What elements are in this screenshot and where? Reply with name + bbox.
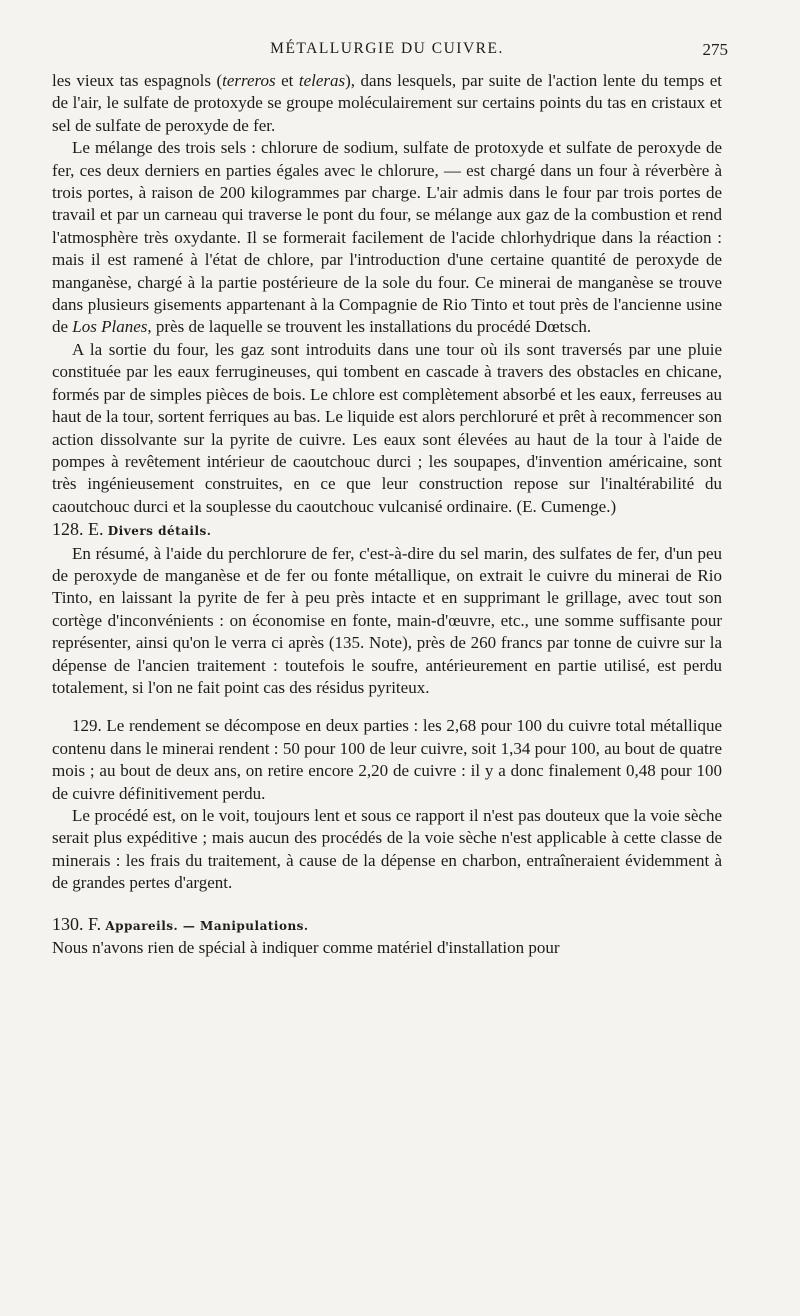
section-number: 128. E. [52, 519, 104, 540]
section-title: Divers détails. [107, 524, 212, 539]
text-run: ), dans lesquels, par suite de l'action lente du temps et de l'air, le sulfate de protoxyde se groupe moléculairement sur certains points du tas en cristaux et sel de sulfate de peroxyde de fer. [52, 71, 723, 135]
running-title: MÉTALLURGIE DU CUIVRE. [270, 40, 504, 57]
text-run: , près de laquelle se trouvent les installations du procédé Dœtsch. [147, 317, 592, 337]
text-run: et [275, 71, 299, 90]
section-heading-128 [52, 518, 722, 542]
text-run: les vieux tas espagnols ( [52, 71, 223, 90]
spacer [52, 699, 722, 715]
section-number: 130. F. [52, 913, 102, 934]
paragraph-final: Nous n'avons rien de spécial à indiquer comme matériel d'installation pour [52, 938, 560, 958]
body-text [52, 70, 722, 959]
paragraph-process: Le procédé est, on le voit, toujours lent et sous ce rapport il n'est pas douteux que la voie sèche serait plus expéditive ; mais aucun des procédés de la voie sèche n'est applicable à cette classe de minerais : les frais du traitement, à cause de la dépense en charbon, entraîneraient évidemment à de grandes pertes d'argent. [52, 806, 722, 893]
running-header [52, 40, 728, 66]
paragraph-129: 129. Le rendement se décompose en deux parties : les 2,68 pour 100 du cuivre total métallique contenu dans le minerai rendent : 50 pour 100 de leur cuivre, soit 1,34 pour 100, au bout de quatre mois ; au bout de deux ans, on retire encore 2,20 de cuivre : il y a donc finalement 0,48 pour 100 de cuivre définitivement perdu. [52, 716, 722, 803]
section-title: Appareils. — Manipulations. [105, 918, 309, 933]
italic-term: teleras [298, 71, 346, 90]
paragraph-summary: En résumé, à l'aide du perchlorure de fer, c'est-à-dire du sel marin, des sulfates de fer, d'un peu de peroxyde de manganèse et de fer ou fonte métallique, on extrait le cuivre du minerai de Rio Tinto, en laissant la pyrite de fer à peu près intacte et en supprimant le grillage, avec tout son cortège d'inconvénients : on économise en fonte, main-d'œuvre, etc., une somme suffisante pour représenter, ainsi qu'on le verra ci après (135. Note), près de 260 francs par tonne de cuivre sur la dépense de l'ancien traitement : toutefois le soufre, antérieurement en partie utilisé, est perdu totalement, si l'on ne fait point cas des résidus pyriteux. [52, 543, 722, 697]
text-run: Le mélange des trois sels : chlorure de sodium, sulfate de protoxyde et sulfate de peroxyde de fer, ces deux derniers en parties égales avec le chlorure, — est chargé dans un four à réverbère à trois portes, à raison de 200 kilogrammes par charge. L'air admis dans le four par trois portes de travail et par un carneau qui traverse le pont du four, se mélange aux gaz de la combustion et rend l'atmosphère très oxydante. Il se formerait facilement de l'acide chlorhydrique dans la réaction : mais il est ramené à l'état de chlore, par l'introduction d'une certaine quantité de peroxyde de manganèse, chargé à la partie postérieure de la sole du four. Ce minerai de manganèse se trouve dans plusieurs gisements appartenant à la Compagnie de Rio Tinto et tout près de l'ancienne usine de [52, 138, 722, 337]
section-heading-130 [52, 913, 722, 937]
italic-term: terreros [222, 71, 276, 90]
paragraph-tower: A la sortie du four, les gaz sont introduits dans une tour où ils sont traversés par une pluie constituée par les eaux ferrugineuses, qui tombent en cascade à travers des obstacles en chicane, formés par de simples pièces de bois. Le chlore est complètement absorbé et les eaux, ferreuses au haut de la tour, sortent ferriques au bas. Le liquide est alors perchloruré et prêt à recommencer son action dissolvante sur la pyrite de cuivre. Les eaux sont élevées au haut de la tour à l'aide de pompes à revêtement intérieur de caoutchouc durci ; les soupapes, d'invention américaine, sont très ingénieusement construites, en ce que leur construction repose sur l'inaltérabilité du caoutchouc durci et la souplesse du caoutchouc vulcanisé ordinaire. (E. Cumenge.) [52, 339, 722, 516]
italic-place-name: Los Planes [72, 317, 148, 337]
paragraph-furnace [52, 137, 722, 339]
page-number: 275 [702, 40, 728, 59]
paragraph-continued [52, 70, 722, 137]
